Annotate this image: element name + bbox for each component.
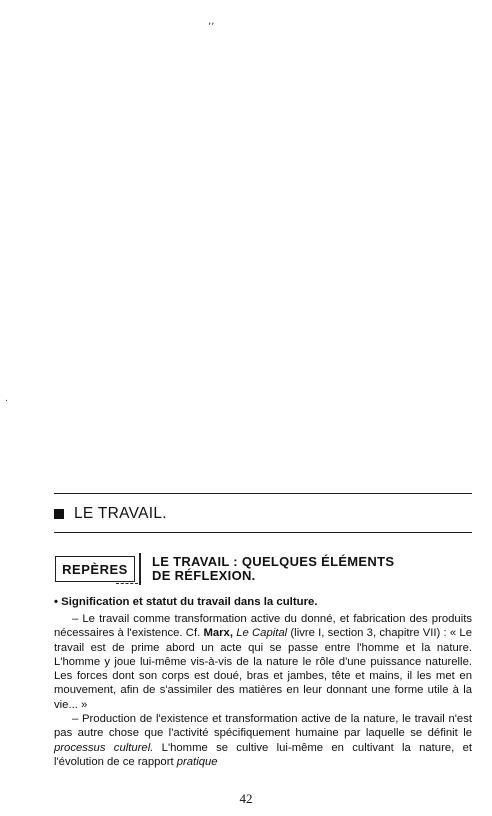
paragraph-1-text-a: – Le travail comme transformation active du donné, et fabrication des produits nécessaires à l'existence. Cf. [54, 613, 472, 640]
reflection-heading-line1: LE TRAVAIL : QUELQUES ÉLÉMENTS [152, 554, 395, 569]
paragraph-1-text-b: (livre I, section 3, chapitre VII) : « Le travail est de prime abord un acte qui se passe entre l'homme et la nature. L'homme y joue lui-même vis-à-vis de la nature le rôle d'une puissance naturelle. Les forces dont son corps est doué, bras et jambes, tête et mains, il les met en mouvement, afin de s'assimiler des matières en leur donnant une forme utile à la vie... » [54, 627, 472, 711]
paragraph-2-emphasis-1: processus culturel. [54, 741, 154, 754]
work-title: Le Capital [236, 627, 288, 640]
reperes-label: REPÈRES [62, 561, 128, 577]
bullet-heading-text: Signification et statut du travail dans la culture. [61, 596, 318, 608]
scan-dot: . [5, 393, 8, 404]
reflection-heading-line2: DE RÉFLEXION. [152, 568, 256, 583]
section-rule-bottom [54, 532, 472, 533]
bullet-heading [54, 596, 318, 608]
body-text [54, 612, 472, 769]
paragraph-2-text-b: L'homme se cultive lui-même en cultivant la nature, et l'évolution de ce rapport [54, 741, 473, 768]
paragraph-1 [54, 612, 472, 712]
reperes-box-shadow [139, 553, 141, 585]
bullet-icon: • [54, 596, 58, 608]
section-title: LE TRAVAIL. [74, 505, 167, 522]
paragraph-2-emphasis-2: pratique [176, 755, 218, 768]
black-square-icon [54, 509, 64, 519]
section-rule-top [54, 493, 472, 494]
paragraph-2-text-a: – Production de l'existence et transformation active de la nature, le travail n'est pas autre chose que l'activité spécifiquement humaine par laquelle se définit le [54, 713, 472, 740]
scan-specks: ‚‚ [208, 16, 215, 27]
page-number: 42 [239, 791, 253, 806]
author-name: Marx, [203, 627, 233, 640]
reflection-heading [152, 555, 394, 583]
reperes-box-underline [116, 583, 138, 584]
paragraph-2 [54, 712, 472, 769]
section-header [54, 505, 167, 523]
reperes-box [55, 556, 135, 582]
